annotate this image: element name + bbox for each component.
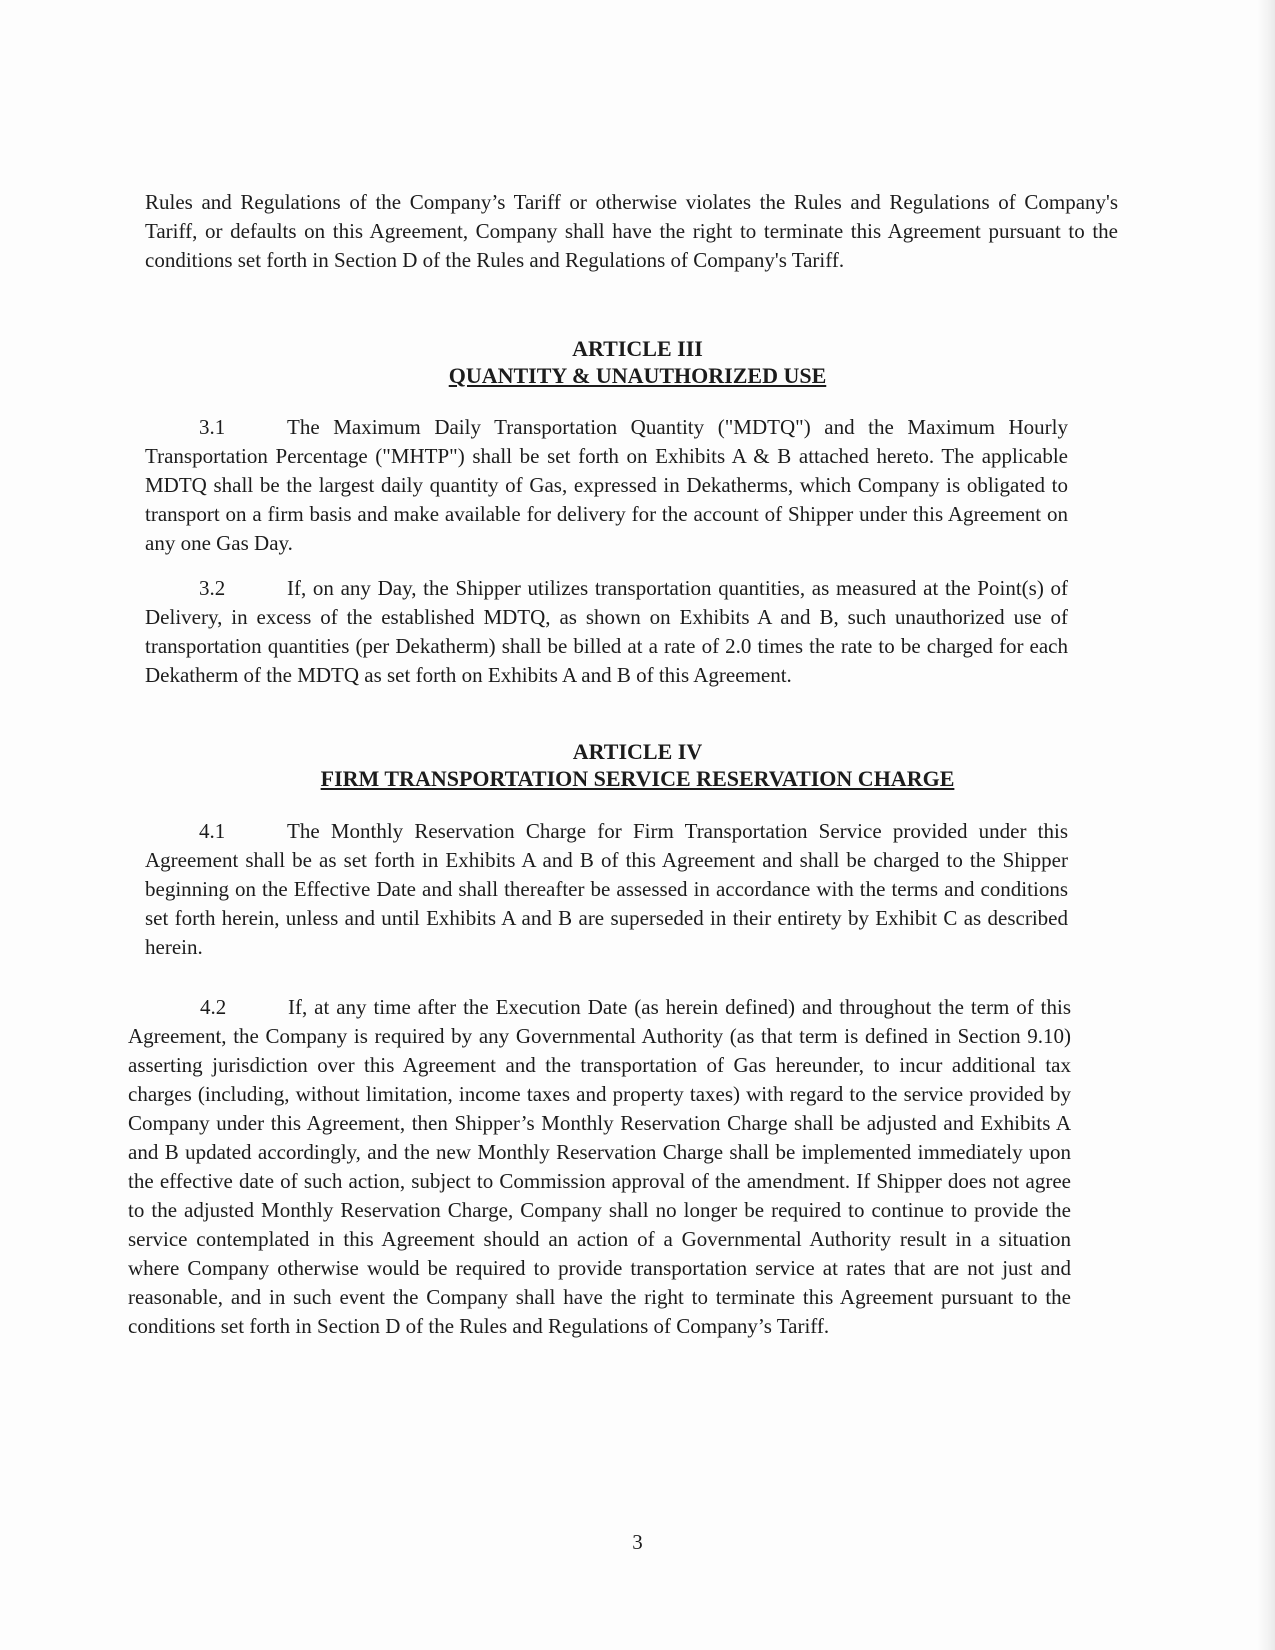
section-3-2-number: 3.2 (199, 576, 226, 600)
page-number: 3 (632, 1530, 643, 1554)
section-3-1-text: The Maximum Daily Transportation Quantity ("MDTQ") and the Maximum Hourly Transportation Percentage ("MHTP") shall be set forth on Exhibits A & B attached hereto. The applicable MDTQ shall be the largest daily quantity of Gas, expressed in Dekatherms, which Company is obligated to transport on a firm basis and make available for delivery for the account of Shipper under this Agreement on any one Gas Day. (145, 415, 1068, 555)
article-3-title: ARTICLE III (572, 336, 703, 361)
article-4-subtitle: FIRM TRANSPORTATION SERVICE RESERVATION CHARGE (320, 766, 955, 791)
section-3-2 (145, 574, 1068, 690)
section-4-1 (145, 817, 1068, 962)
article-3-heading (0, 335, 1275, 389)
section-4-1-text: The Monthly Reservation Charge for Firm Transportation Service provided under this Agreement shall be as set forth in Exhibits A and B of this Agreement and shall be charged to the Shipper beginning on the Effective Date and shall thereafter be assessed in accordance with the terms and conditions set forth herein, unless and until Exhibits A and B are superseded in their entirety by Exhibit C as described herein. (145, 819, 1068, 959)
section-4-2-text: If, at any time after the Execution Date (as herein defined) and throughout the term of this Agreement, the Company is required by any Governmental Authority (as that term is defined in Section 9.10) asserting jurisdiction over this Agreement and the transportation of Gas hereunder, to incur additional tax charges (including, without limitation, income taxes and property taxes) with regard to the service provided by Company under this Agreement, then Shipper’s Monthly Reservation Charge shall be adjusted and Exhibits A and B updated accordingly, and the new Monthly Reservation Charge shall be implemented immediately upon the effective date of such action, subject to Commission approval of the amendment. If Shipper does not agree to the adjusted Monthly Reservation Charge, Company shall no longer be required to continue to provide the service contemplated in this Agreement should an action of a Governmental Authority result in a situation where Company otherwise would be required to provide transportation service at rates that are not just and reasonable, and in such event the Company shall have the right to terminate this Agreement pursuant to the conditions set forth in Section D of the Rules and Regulations of Company’s Tariff. (128, 995, 1071, 1338)
section-3-1 (145, 413, 1068, 558)
continuation-paragraph: Rules and Regulations of the Company’s Tariff or otherwise violates the Rules and Regulations of Company's Tariff, or defaults on this Agreement, Company shall have the right to terminate this Agreement pursuant to the conditions set forth in Section D of the Rules and Regulations of Company's Tariff. (145, 190, 1118, 272)
article-4-title: ARTICLE IV (572, 739, 703, 764)
page-edge-shadow (1257, 0, 1275, 1650)
section-4-2 (128, 993, 1071, 1341)
section-3-2-text: If, on any Day, the Shipper utilizes transportation quantities, as measured at the Point(s) of Delivery, in excess of the established MDTQ, as shown on Exhibits A and B, such unauthorized use of transportation quantities (per Dekatherm) shall be billed at a rate of 2.0 times the rate to be charged for each Dekatherm of the MDTQ as set forth on Exhibits A and B of this Agreement. (145, 576, 1068, 687)
section-4-2-number: 4.2 (200, 995, 227, 1019)
article-3-subtitle: QUANTITY & UNAUTHORIZED USE (448, 363, 827, 388)
section-4-1-number: 4.1 (199, 819, 226, 843)
article-4-heading (0, 738, 1275, 792)
section-3-1-number: 3.1 (199, 415, 226, 439)
